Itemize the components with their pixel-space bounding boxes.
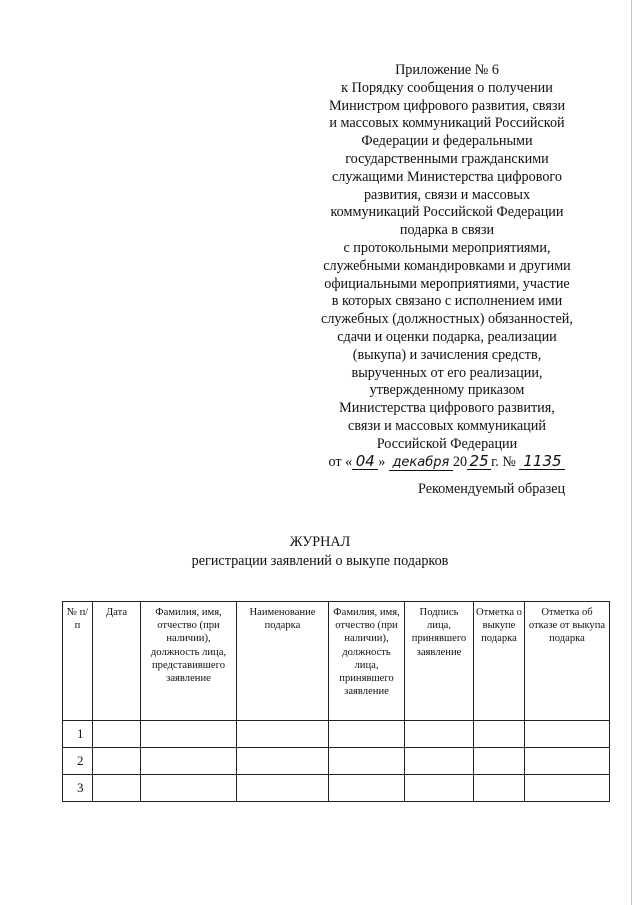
appendix-line: государственными гражданскими	[345, 150, 549, 167]
appendix-line: служащими Министерства цифрового	[332, 168, 562, 185]
table-cell	[237, 721, 329, 748]
appendix-line: к Порядку сообщения о получении	[341, 79, 553, 96]
row-number-cell: 3	[63, 775, 93, 802]
date-day-handwritten: 04	[352, 454, 378, 470]
table-cell	[141, 775, 237, 802]
table-cell	[237, 748, 329, 775]
row-number-cell: 1	[63, 721, 93, 748]
date-after-year: г. №	[491, 453, 516, 470]
appendix-line: Министром цифрового развития, связи	[328, 97, 566, 114]
appendix-line: официальными мероприятиями, участие	[324, 275, 570, 292]
row-number-cell: 2	[63, 748, 93, 775]
appendix-line: вырученных от его реализации,	[351, 364, 543, 381]
table-cell	[525, 748, 610, 775]
recommended-sample-label: Рекомендуемый образец	[418, 481, 566, 497]
appendix-header	[292, 62, 602, 471]
table-cell	[405, 721, 474, 748]
appendix-line: подарка в связи	[399, 222, 495, 239]
journal-subtitle: регистрации заявлений о выкупе подарков	[191, 553, 449, 569]
date-year-handwritten: 25	[467, 454, 491, 470]
header-cell-signature: Подпись лица, принявшего заявление	[405, 602, 474, 721]
appendix-line: служебных (должностных) обязанностей,	[321, 311, 573, 328]
header-cell-gift-name: Наименование подарка	[237, 602, 329, 721]
table-cell	[525, 775, 610, 802]
appendix-line: Федерации и федеральными	[361, 133, 533, 150]
table-cell	[329, 775, 405, 802]
header-cell-submitter: Фамилия, имя, отчество (при наличии), должность лица, представившего заявление	[141, 602, 237, 721]
table-cell	[141, 748, 237, 775]
appendix-line: утвержденному приказом	[369, 382, 525, 399]
appendix-line: (выкупа) и зачисления средств,	[352, 346, 542, 363]
order-date-line	[292, 451, 602, 472]
table-cell	[329, 721, 405, 748]
header-cell-receiver: Фамилия, имя, отчество (при наличии), должность лица, принявшего заявление	[329, 602, 405, 721]
table-header-row	[63, 602, 610, 721]
header-cell-number: № п/п	[63, 602, 93, 721]
appendix-line: Российской Федерации	[376, 435, 518, 452]
table-cell	[141, 721, 237, 748]
appendix-line: и массовых коммуникаций Российской	[329, 115, 565, 132]
order-number-handwritten: 1135	[519, 454, 565, 470]
date-prefix: от «	[328, 453, 353, 470]
date-year-prefix: 20	[452, 453, 468, 470]
journal-table	[62, 601, 610, 802]
table-cell	[237, 775, 329, 802]
table-row	[63, 775, 610, 802]
table-cell	[405, 748, 474, 775]
appendix-line: связи и массовых коммуникаций	[348, 417, 546, 434]
appendix-line: служебными командировками и другими	[323, 257, 571, 274]
scan-edge-line	[631, 0, 632, 905]
table-cell	[474, 775, 525, 802]
appendix-line: развития, связи и массовых	[363, 186, 531, 203]
date-mid: »	[378, 453, 386, 470]
table-cell	[525, 721, 610, 748]
header-cell-date: Дата	[93, 602, 141, 721]
table-cell	[329, 748, 405, 775]
appendix-line: с протокольными мероприятиями,	[343, 239, 551, 256]
date-month-handwritten: декабря	[389, 455, 453, 471]
header-cell-refusal-mark: Отметка об отказе от выкупа подарка	[525, 602, 610, 721]
journal-title: ЖУРНАЛ	[289, 534, 351, 550]
appendix-line: в которых связано с исполнением ими	[331, 293, 563, 310]
table-cell	[405, 775, 474, 802]
appendix-line: Приложение № 6	[395, 62, 499, 78]
appendix-line: Министерства цифрового развития,	[339, 400, 555, 417]
appendix-line: коммуникаций Российской Федерации	[330, 204, 564, 221]
table-cell	[93, 748, 141, 775]
table-cell	[93, 775, 141, 802]
table-row	[63, 721, 610, 748]
table-cell	[474, 721, 525, 748]
table-row	[63, 748, 610, 775]
table-cell	[474, 748, 525, 775]
header-cell-buyout-mark: Отметка о выкупе подарка	[474, 602, 525, 721]
table-cell	[93, 721, 141, 748]
appendix-line: сдачи и оценки подарка, реализации	[337, 328, 557, 345]
